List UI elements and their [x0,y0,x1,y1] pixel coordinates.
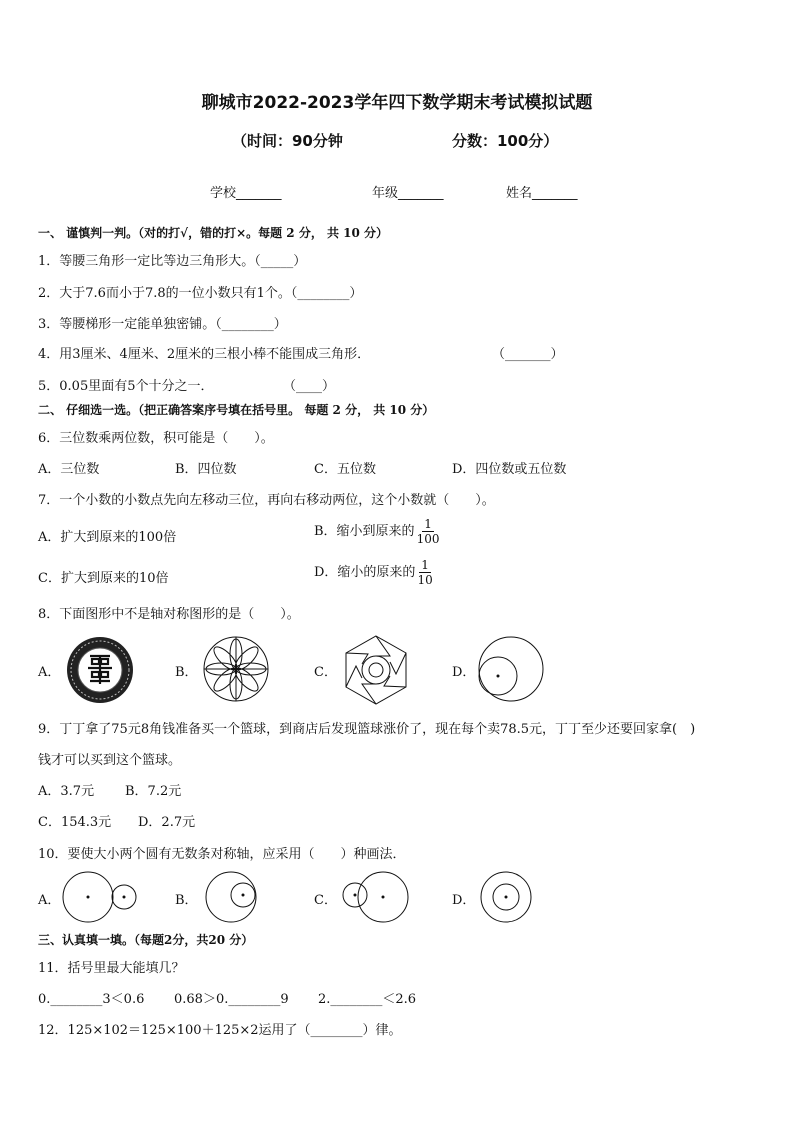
overlapping-circles-icon [341,871,411,923]
fraction-denominator: 100 [416,532,440,546]
fraction-numerator: 1 [424,517,432,531]
question-1: 1．等腰三角形一定比等边三角形大。（_____） [38,254,307,269]
pinwheel-hexagon-icon [340,634,412,706]
section2-heading: 二、 仔细选一选。（把正确答案序号填在括号里。 每题 2 分， 共 10 分） [38,403,435,417]
internal-tangent-circles-icon [205,871,261,923]
question-4: 4．用3厘米、4厘米、2厘米的三根小棒不能围成三角形． [38,347,371,362]
q7-option-b[interactable] [314,517,439,546]
inner-circles-icon [478,636,544,702]
q8-option-d[interactable]: D． [452,665,476,680]
q9-option-d[interactable]: D．2.7元 [138,815,196,830]
grade-field[interactable]: 年级_______ [372,186,444,201]
question-8: 8．下面图形中不是轴对称图形的是（ ）。 [38,607,300,622]
external-circles-icon [62,871,142,923]
question-5-blank[interactable]: （____） [283,379,336,394]
q11-part-2[interactable]: 0.68＞0.________9 [174,992,289,1007]
q7-option-b-text: B．缩小到原来的 [314,524,415,539]
q10-option-c[interactable]: C． [314,893,337,908]
name-field[interactable]: 姓名_______ [506,186,578,201]
question-11: 11．括号里最大能填几？ [38,961,185,976]
rosette-circle-icon [203,636,269,702]
question-9-line1: 9．丁丁拿了75元8角钱准备买一个篮球，到商店后发现篮球涨价了，现在每个卖78.5元，丁丁至少还要回家拿( ) [38,722,696,737]
q6-option-a[interactable]: A．三位数 [38,462,100,477]
page-title: 聊城市2022-2023学年四下数学期末考试模拟试题 [201,93,593,113]
q11-part-3[interactable]: 2.________＜2.6 [318,992,417,1007]
q8-option-b[interactable]: B． [175,665,198,680]
school-field[interactable]: 学校_______ [210,186,282,201]
question-9-line2: 钱才可以买到这个篮球。 [38,753,182,768]
fraction-1-100 [417,517,440,546]
q7-option-a[interactable]: A．扩大到原来的100倍 [38,530,177,545]
q6-option-b[interactable]: B．四位数 [175,462,237,477]
q6-option-d[interactable]: D．四位数或五位数 [452,462,567,477]
section3-heading: 三、认真填一填。（每题2分，共20 分） [38,933,254,947]
question-4-blank[interactable]: （_______） [492,347,564,362]
q10-option-d[interactable]: D． [452,893,476,908]
fraction-numerator: 1 [421,558,429,572]
q7-option-c[interactable]: C．扩大到原来的10倍 [38,571,169,586]
question-10: 10．要使大小两个圆有无数条对称轴，应采用（ ）种画法． [38,847,406,862]
q6-option-c[interactable]: C．五位数 [314,462,376,477]
fraction-1-10 [417,558,432,587]
q11-part-1[interactable]: 0.________3＜0.6 [38,992,145,1007]
question-2: 2．大于7.6而小于7.8的一位小数只有1个。（________） [38,286,363,301]
q10-option-b[interactable]: B． [175,893,198,908]
exam-score: 分数：100分） [452,132,559,150]
q7-option-d[interactable] [314,558,433,587]
q8-option-c[interactable]: C． [314,665,337,680]
question-5: 5．0.05里面有5个十分之一． [38,379,214,394]
q8-option-a[interactable]: A． [38,665,61,680]
question-3: 3．等腰梯形一定能单独密铺。（________） [38,317,287,332]
q9-option-c[interactable]: C．154.3元 [38,815,112,830]
q9-option-b[interactable]: B．7.2元 [125,784,182,799]
question-7: 7．一个小数的小数点先向左移动三位，再向右移动两位，这个小数就（ ）。 [38,493,495,508]
concentric-circles-icon [480,871,534,923]
exam-time: （时间：90分钟 [232,132,343,150]
question-6: 6．三位数乘两位数，积可能是（ ）。 [38,431,274,446]
double-happiness-emblem-icon [66,636,134,704]
q9-option-a[interactable]: A．3.7元 [38,784,95,799]
q7-option-d-text: D．缩小的原来的 [314,565,416,580]
q10-option-a[interactable]: A． [38,893,61,908]
section1-heading: 一、 谨慎判一判。（对的打√，错的打×。每题 2 分， 共 10 分） [38,226,389,240]
fraction-denominator: 10 [417,573,433,587]
question-12: 12．125×102＝125×100＋125×2运用了（________）律。 [38,1023,402,1038]
